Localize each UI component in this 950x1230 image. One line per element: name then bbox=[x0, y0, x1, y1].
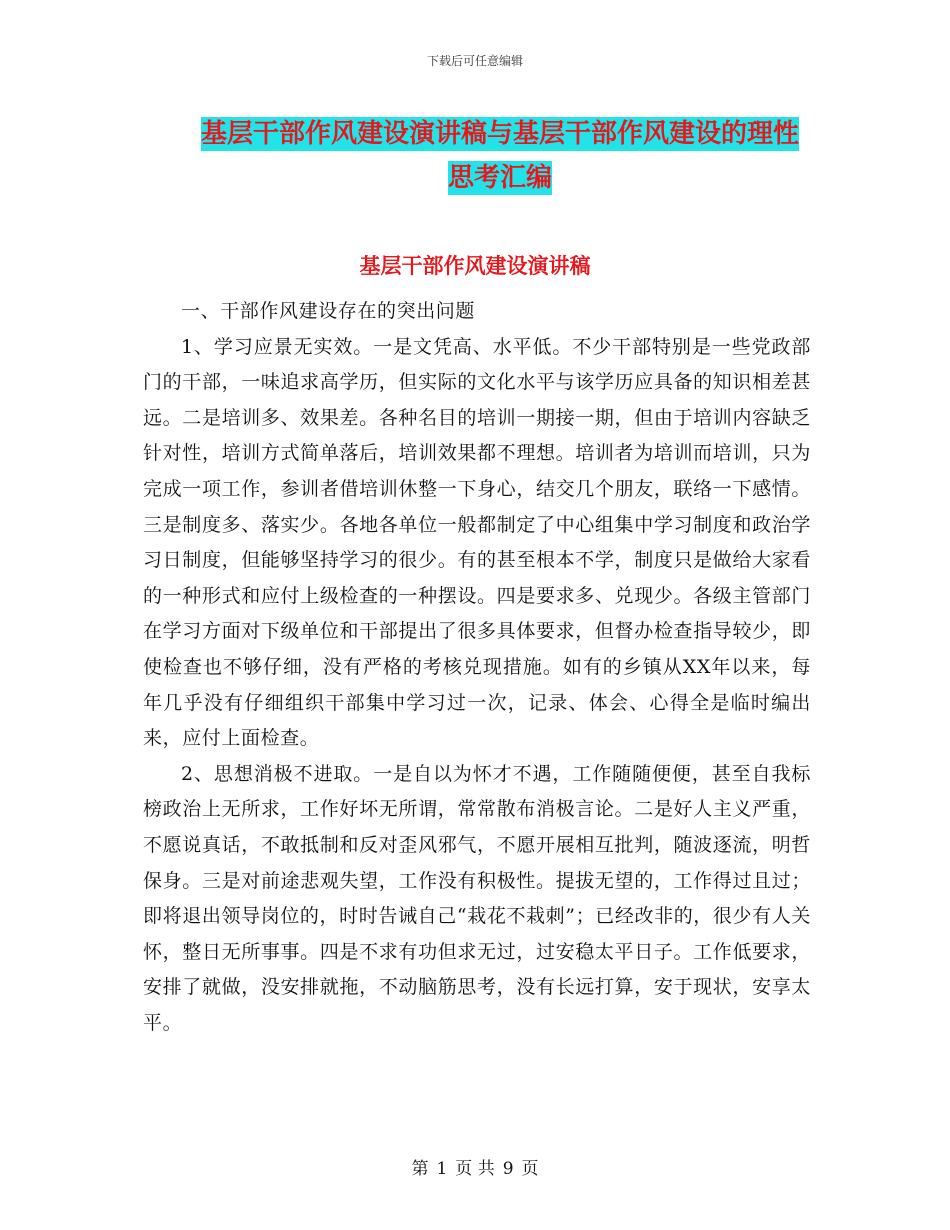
footer-total-pages: 9 bbox=[502, 1159, 514, 1179]
footer-prefix: 第 bbox=[411, 1159, 429, 1179]
page-header-note: 下载后可任意编辑 bbox=[426, 54, 523, 68]
section-title: 基层干部作风建设演讲稿 bbox=[359, 254, 591, 278]
paragraph-thinking: 2、思想消极不进取。一是自以为怀才不遇，工作随随便便，甚至自我标榜政治上无所求，工作好坏无所谓，常常散布消极言论。二是好人主义严重，不愿说真话，不敢抵制和反对歪风邪气，不愿开展相互批判，随波逐流，明哲保身。三是对前途悲观失望，工作没有积极性。提拔无望的，工作得过且过；即将退出领导岗位的，时时告诫自己“栽花不栽刺”；已经改非的，很少有人关怀，整日无所事事。四是不求有功但求无过，过安稳太平日子。工作低要求，安排了就做，没安排就拖，不动脑筋思考，没有长远打算，安于现状，安享太平。 bbox=[143, 762, 811, 1034]
document-title bbox=[150, 112, 850, 200]
paragraph-study: 1、学习应景无实效。一是文凭高、水平低。不少干部特别是一些党政部门的干部，一味追求高学历，但实际的文化水平与该学历应具备的知识相差甚远。二是培训多、效果差。各种名目的培训一期接一期，但由于培训内容缺乏针对性，培训方式简单落后，培训效果都不理想。培训者为培训而培训，只为完成一项工作，参训者借培训休整一下身心，结交几个朋友，联络一下感情。三是制度多、落实少。各地各单位一般都制定了中心组集中学习制度和政治学习日制度，但能够坚持学习的很少。有的甚至根本不学，制度只是做给大家看的一种形式和应付上级检查的一种摆设。四是要求多、兑现少。各级主管部门在学习方面对下级单位和干部提出了很多具体要求，但督办检查指导较少，即使检查也不够仔细，没有严格的考核兑现措施。如有的乡镇从XX年以来，每年几乎没有仔细组织干部集中学习过一次，记录、体会、心得全是临时编出来，应付上面检查。 bbox=[143, 335, 811, 750]
document-title-line-2: 思考汇编 bbox=[447, 163, 552, 193]
footer-suffix: 页 bbox=[521, 1159, 539, 1179]
paragraph-heading: 一、干部作风建设存在的突出问题 bbox=[181, 300, 476, 322]
footer-page-number: 1 bbox=[436, 1159, 448, 1179]
document-body bbox=[143, 294, 811, 1041]
page-footer bbox=[0, 1154, 950, 1179]
document-title-line-1: 基层干部作风建设演讲稿与基层干部作风建设的理性 bbox=[200, 119, 799, 149]
footer-middle: 页 共 bbox=[455, 1159, 495, 1179]
